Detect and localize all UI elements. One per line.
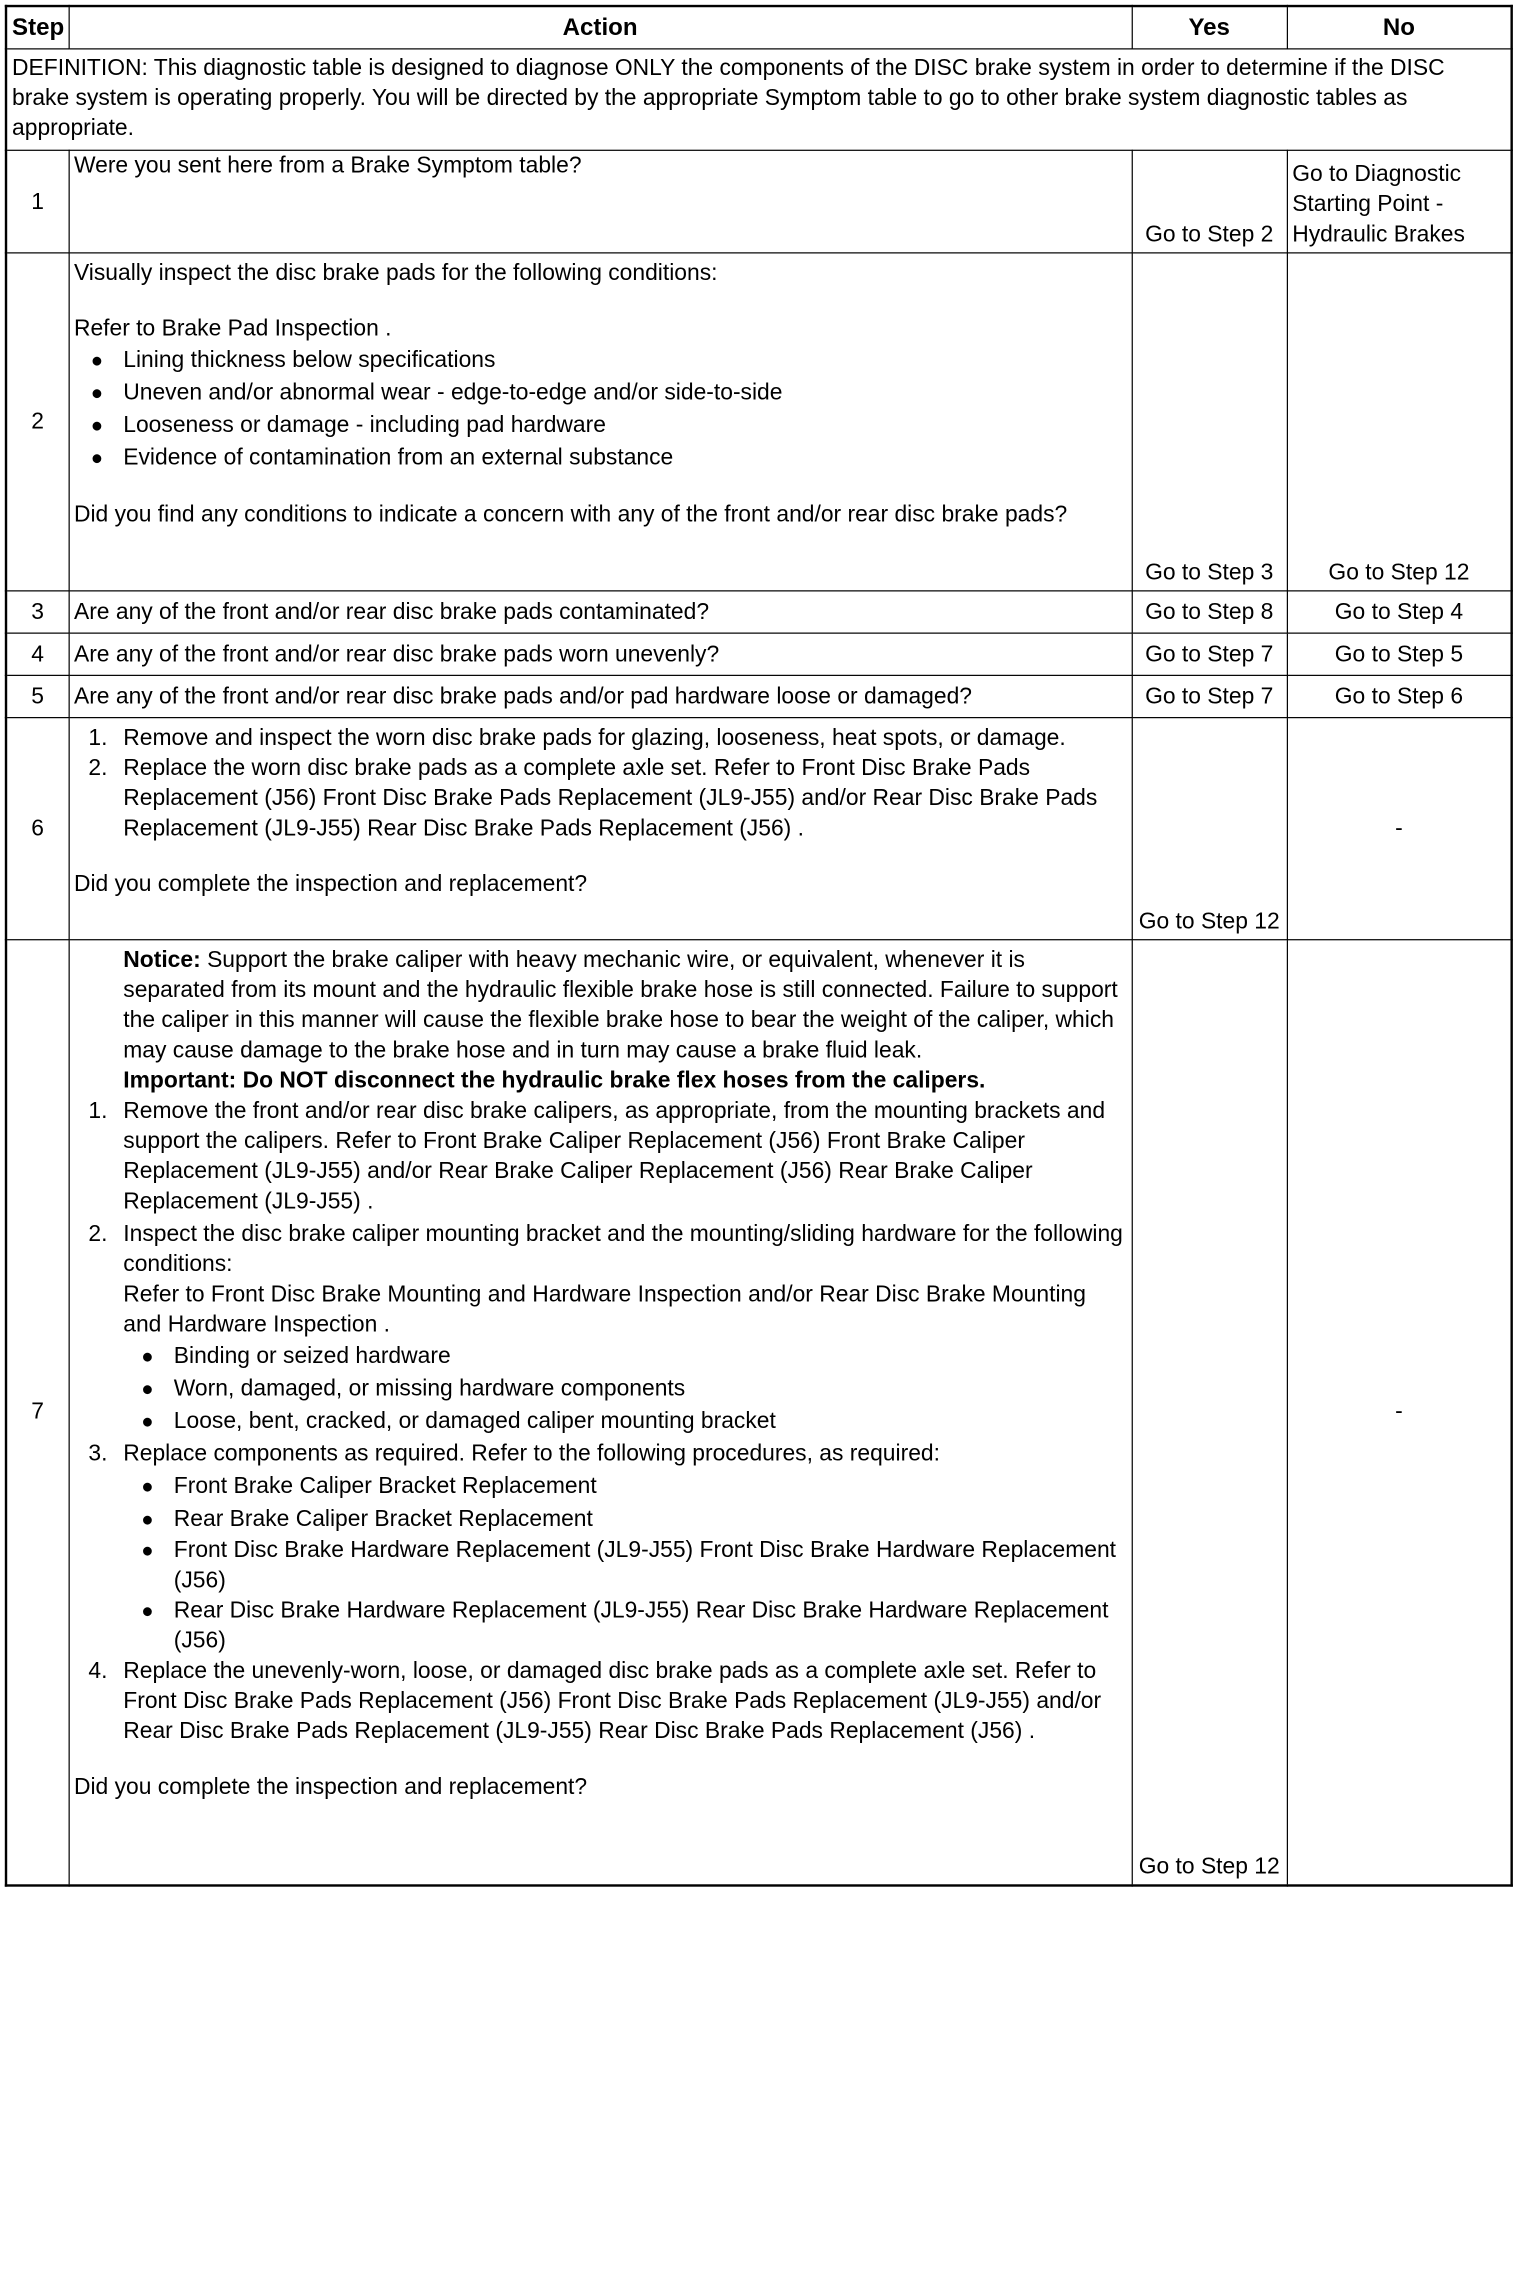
no-cell: -	[1287, 718, 1512, 940]
list-item: 2. Replace the worn disc brake pads as a complete axle set. Refer to Front Disc Brake Pads Replacement (J56) Front Disc Brake Pads Replacement (JL9-J55) and/or Rear Disc Brake Pads Replacement (JL9-J55) Rear Disc Brake Pads Replacement (J56) .	[88, 755, 1098, 842]
step-number: 2	[6, 253, 69, 591]
bullet-list	[74, 1470, 1126, 1656]
list-item: 1. Remove the front and/or rear disc brake calipers, as appropriate, from the mounting brackets and support the calipers. Refer to Front Brake Caliper Replacement (J56) Front Brake Caliper Replacement (JL9-J55) and/or Rear Brake Caliper Replacement (J56) Rear Brake Caliper Replacement (JL9-J55) .	[88, 1098, 1106, 1215]
numbered-list	[74, 1438, 1126, 1471]
header-step: Step	[6, 6, 69, 49]
action-cell	[69, 150, 1132, 253]
question-text: Did you complete the inspection and replacement?	[73, 1774, 588, 1800]
list-item: 1. Remove and inspect the worn disc brake pads for glazing, looseness, heat spots, or damage.	[88, 725, 1066, 751]
step-number: 7	[6, 940, 69, 1885]
table-row	[6, 253, 1512, 591]
question-text: Did you complete the inspection and replacement?	[73, 871, 588, 897]
no-cell: Go to Step 6	[1287, 675, 1512, 717]
question-text: Are any of the front and/or rear disc brake pads and/or pad hardware loose or damaged?	[69, 675, 1132, 717]
list-item: ● Front Disc Brake Hardware Replacement (JL9-J55) Front Disc Brake Hardware Replacement (J56)	[74, 1535, 1126, 1595]
diagnostic-table	[5, 5, 1513, 1886]
important-text: Important: Do NOT disconnect the hydraulic brake flex hoses from the calipers.	[123, 1068, 986, 1094]
list-item: ● Evidence of contamination from an external substance	[74, 442, 1126, 475]
list-item: ● Front Brake Caliper Bracket Replacement	[74, 1470, 1126, 1503]
header-no: No	[1287, 6, 1512, 49]
table-row	[6, 675, 1512, 717]
list-item: ● Binding or seized hardware	[74, 1340, 1126, 1373]
list-item: ● Rear Brake Caliper Bracket Replacement	[74, 1503, 1126, 1536]
bullet-list	[74, 1340, 1126, 1438]
no-cell: Go to Step 12	[1287, 253, 1512, 591]
list-item: ● Worn, damaged, or missing hardware components	[74, 1372, 1126, 1405]
yes-cell: Go to Step 3	[1132, 253, 1287, 591]
list-item: 2. Inspect the disc brake caliper mounting bracket and the mounting/sliding hardware for the following conditions: Refer to Front Disc Brake Mounting and Hardware Inspection and/or Rear Disc Brake Mounting and Hardware Inspection .	[88, 1221, 1123, 1338]
yes-cell: Go to Step 7	[1132, 633, 1287, 675]
table-row	[6, 150, 1512, 253]
list-item: 4. Replace the unevenly-worn, loose, or damaged disc brake pads as a complete axle set. Refer to Front Disc Brake Pads Replacement (J56) Front Disc Brake Pads Replacement (JL9-J55) and/or Rear Disc Brake Pads Replacement (JL9-J55) Rear Disc Brake Pads Replacement (J56) .	[88, 1658, 1102, 1745]
action-cell	[69, 718, 1132, 940]
definition-text: DEFINITION: This diagnostic table is designed to diagnose ONLY the components of the DISC brake system in order to determine if the DISC brake system is operating properly. You will be directed by the appropriate Symptom table to go to other brake system diagnostic tables as appropriate.	[6, 49, 1512, 150]
question-text: Are any of the front and/or rear disc brake pads contaminated?	[69, 591, 1132, 633]
yes-cell: Go to Step 12	[1132, 940, 1287, 1885]
refer-text: Refer to Brake Pad Inspection .	[73, 316, 392, 342]
question-text: Did you find any conditions to indicate a concern with any of the front and/or rear disc brake pads?	[73, 502, 1068, 528]
step-number: 4	[6, 633, 69, 675]
step-number: 3	[6, 591, 69, 633]
yes-cell: Go to Step 7	[1132, 675, 1287, 717]
question-text: Are any of the front and/or rear disc brake pads worn unevenly?	[69, 633, 1132, 675]
question-text: Were you sent here from a Brake Symptom table?	[73, 153, 582, 179]
numbered-list	[74, 723, 1126, 844]
action-cell	[69, 253, 1132, 591]
table-row	[6, 940, 1512, 1885]
notice-text: Notice: Support the brake caliper with heavy mechanic wire, or equivalent, whenever it is separated from its mount and the hydraulic flexible brake hose is still connected. Failure to support the caliper in this manner will cause the flexible brake hose to bear the weight of the caliper, which may cause damage to the brake hose and in turn may cause a brake fluid leak.	[123, 947, 1118, 1064]
header-row	[6, 6, 1512, 49]
list-item: ● Lining thickness below specifications	[74, 344, 1126, 377]
no-cell: Go to Diagnostic Starting Point - Hydraulic Brakes	[1287, 150, 1512, 253]
table-row	[6, 591, 1512, 633]
step-number: 5	[6, 675, 69, 717]
yes-cell: Go to Step 2	[1132, 150, 1287, 253]
numbered-list	[74, 1096, 1126, 1340]
list-item: ● Uneven and/or abnormal wear - edge-to-edge and/or side-to-side	[74, 377, 1126, 410]
list-item: ● Looseness or damage - including pad hardware	[74, 409, 1126, 442]
numbered-list	[74, 1656, 1126, 1747]
intro-text: Visually inspect the disc brake pads for the following conditions:	[73, 260, 718, 287]
no-cell: -	[1287, 940, 1512, 1885]
step-number: 1	[6, 150, 69, 253]
list-item: ● Rear Disc Brake Hardware Replacement (JL9-J55) Rear Disc Brake Hardware Replacement (J56)	[74, 1596, 1126, 1656]
yes-cell: Go to Step 8	[1132, 591, 1287, 633]
step-number: 6	[6, 718, 69, 940]
action-cell	[69, 940, 1132, 1885]
bullet-list	[74, 344, 1126, 474]
no-cell: Go to Step 4	[1287, 591, 1512, 633]
header-yes: Yes	[1132, 6, 1287, 49]
table-row	[6, 633, 1512, 675]
table-row	[6, 718, 1512, 940]
list-item: 3. Replace components as required. Refer to the following procedures, as required:	[88, 1441, 940, 1467]
list-item: ● Loose, bent, cracked, or damaged caliper mounting bracket	[74, 1405, 1126, 1438]
no-cell: Go to Step 5	[1287, 633, 1512, 675]
header-action: Action	[69, 6, 1132, 49]
definition-row	[6, 49, 1512, 150]
yes-cell: Go to Step 12	[1132, 718, 1287, 940]
